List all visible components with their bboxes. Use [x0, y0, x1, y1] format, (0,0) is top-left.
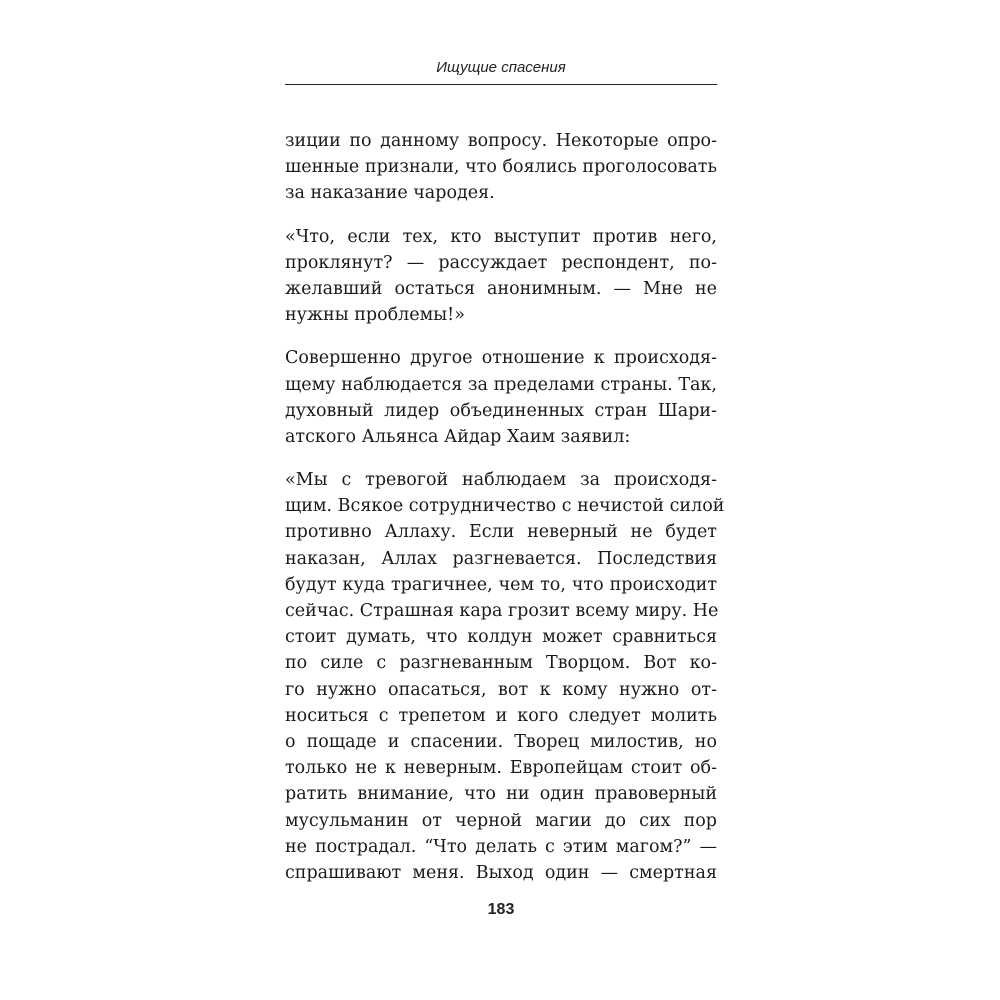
text-line: зиции по данному вопросу. Некоторые опро-: [285, 131, 717, 151]
paragraph: [285, 224, 717, 329]
paragraph: [285, 128, 717, 207]
text-line: Совершенно другое отношение к происходя-: [285, 348, 717, 369]
text-line: желавший остаться анонимным. — Мне не: [285, 278, 717, 299]
text-line: за наказание чародея.: [285, 183, 495, 204]
text-line: шенные признали, что боялись проголосовать: [285, 157, 717, 178]
text-line: «Мы с тревогой наблюдаем за происходя-: [285, 470, 717, 491]
text-line: сейчас. Страшная кара грозит всему миру. Не: [285, 601, 719, 621]
text-line: нужны проблемы!»: [285, 305, 465, 326]
text-line: будут куда трагичнее, чем то, что происходит: [285, 574, 717, 595]
text-line: спрашивают меня. Выход один — смертная: [285, 862, 717, 883]
body-text: [285, 128, 725, 903]
text-line: наказан, Аллах разгневается. Последствия: [285, 548, 717, 569]
page-number: 183: [487, 901, 515, 918]
text-line: не пострадал. “Что делать с этим магом?” —: [285, 836, 717, 857]
paragraph: [285, 467, 725, 886]
text-line: носиться с трепетом и кого следует молить: [285, 705, 717, 726]
running-head: Ищущие спасения: [436, 59, 566, 76]
header-rule: [285, 84, 717, 85]
text-line: духовный лидер объединенных стран Шари-: [285, 400, 717, 421]
text-line: атского Альянса Айдар Хаим заявил:: [285, 426, 631, 447]
text-line: щему наблюдается за пределами страны. Так,: [285, 374, 717, 395]
text-line: противно Аллаху. Если неверный не будет: [285, 522, 717, 543]
text-line: «Что, если тех, кто выступит против него,: [285, 226, 717, 247]
text-line: только не к неверным. Европейцам стоит об-: [285, 758, 717, 779]
text-line: по силе с разгневанным Творцом. Вот ко-: [285, 653, 717, 674]
text-line: проклянут? — рассуждает респондент, по-: [285, 252, 717, 273]
text-line: стоит думать, что колдун может сравниться: [285, 627, 717, 648]
text-line: щим. Всякое сотрудничество с нечистой силой: [285, 496, 725, 517]
text-line: о пощаде и спасении. Творец милостив, но: [285, 731, 717, 752]
text-line: ратить внимание, что ни один правоверный: [285, 784, 717, 805]
paragraph: [285, 345, 717, 450]
text-line: мусульманин от черной магии до сих пор: [285, 810, 717, 831]
text-line: го нужно опасаться, вот к кому нужно от-: [285, 679, 717, 700]
